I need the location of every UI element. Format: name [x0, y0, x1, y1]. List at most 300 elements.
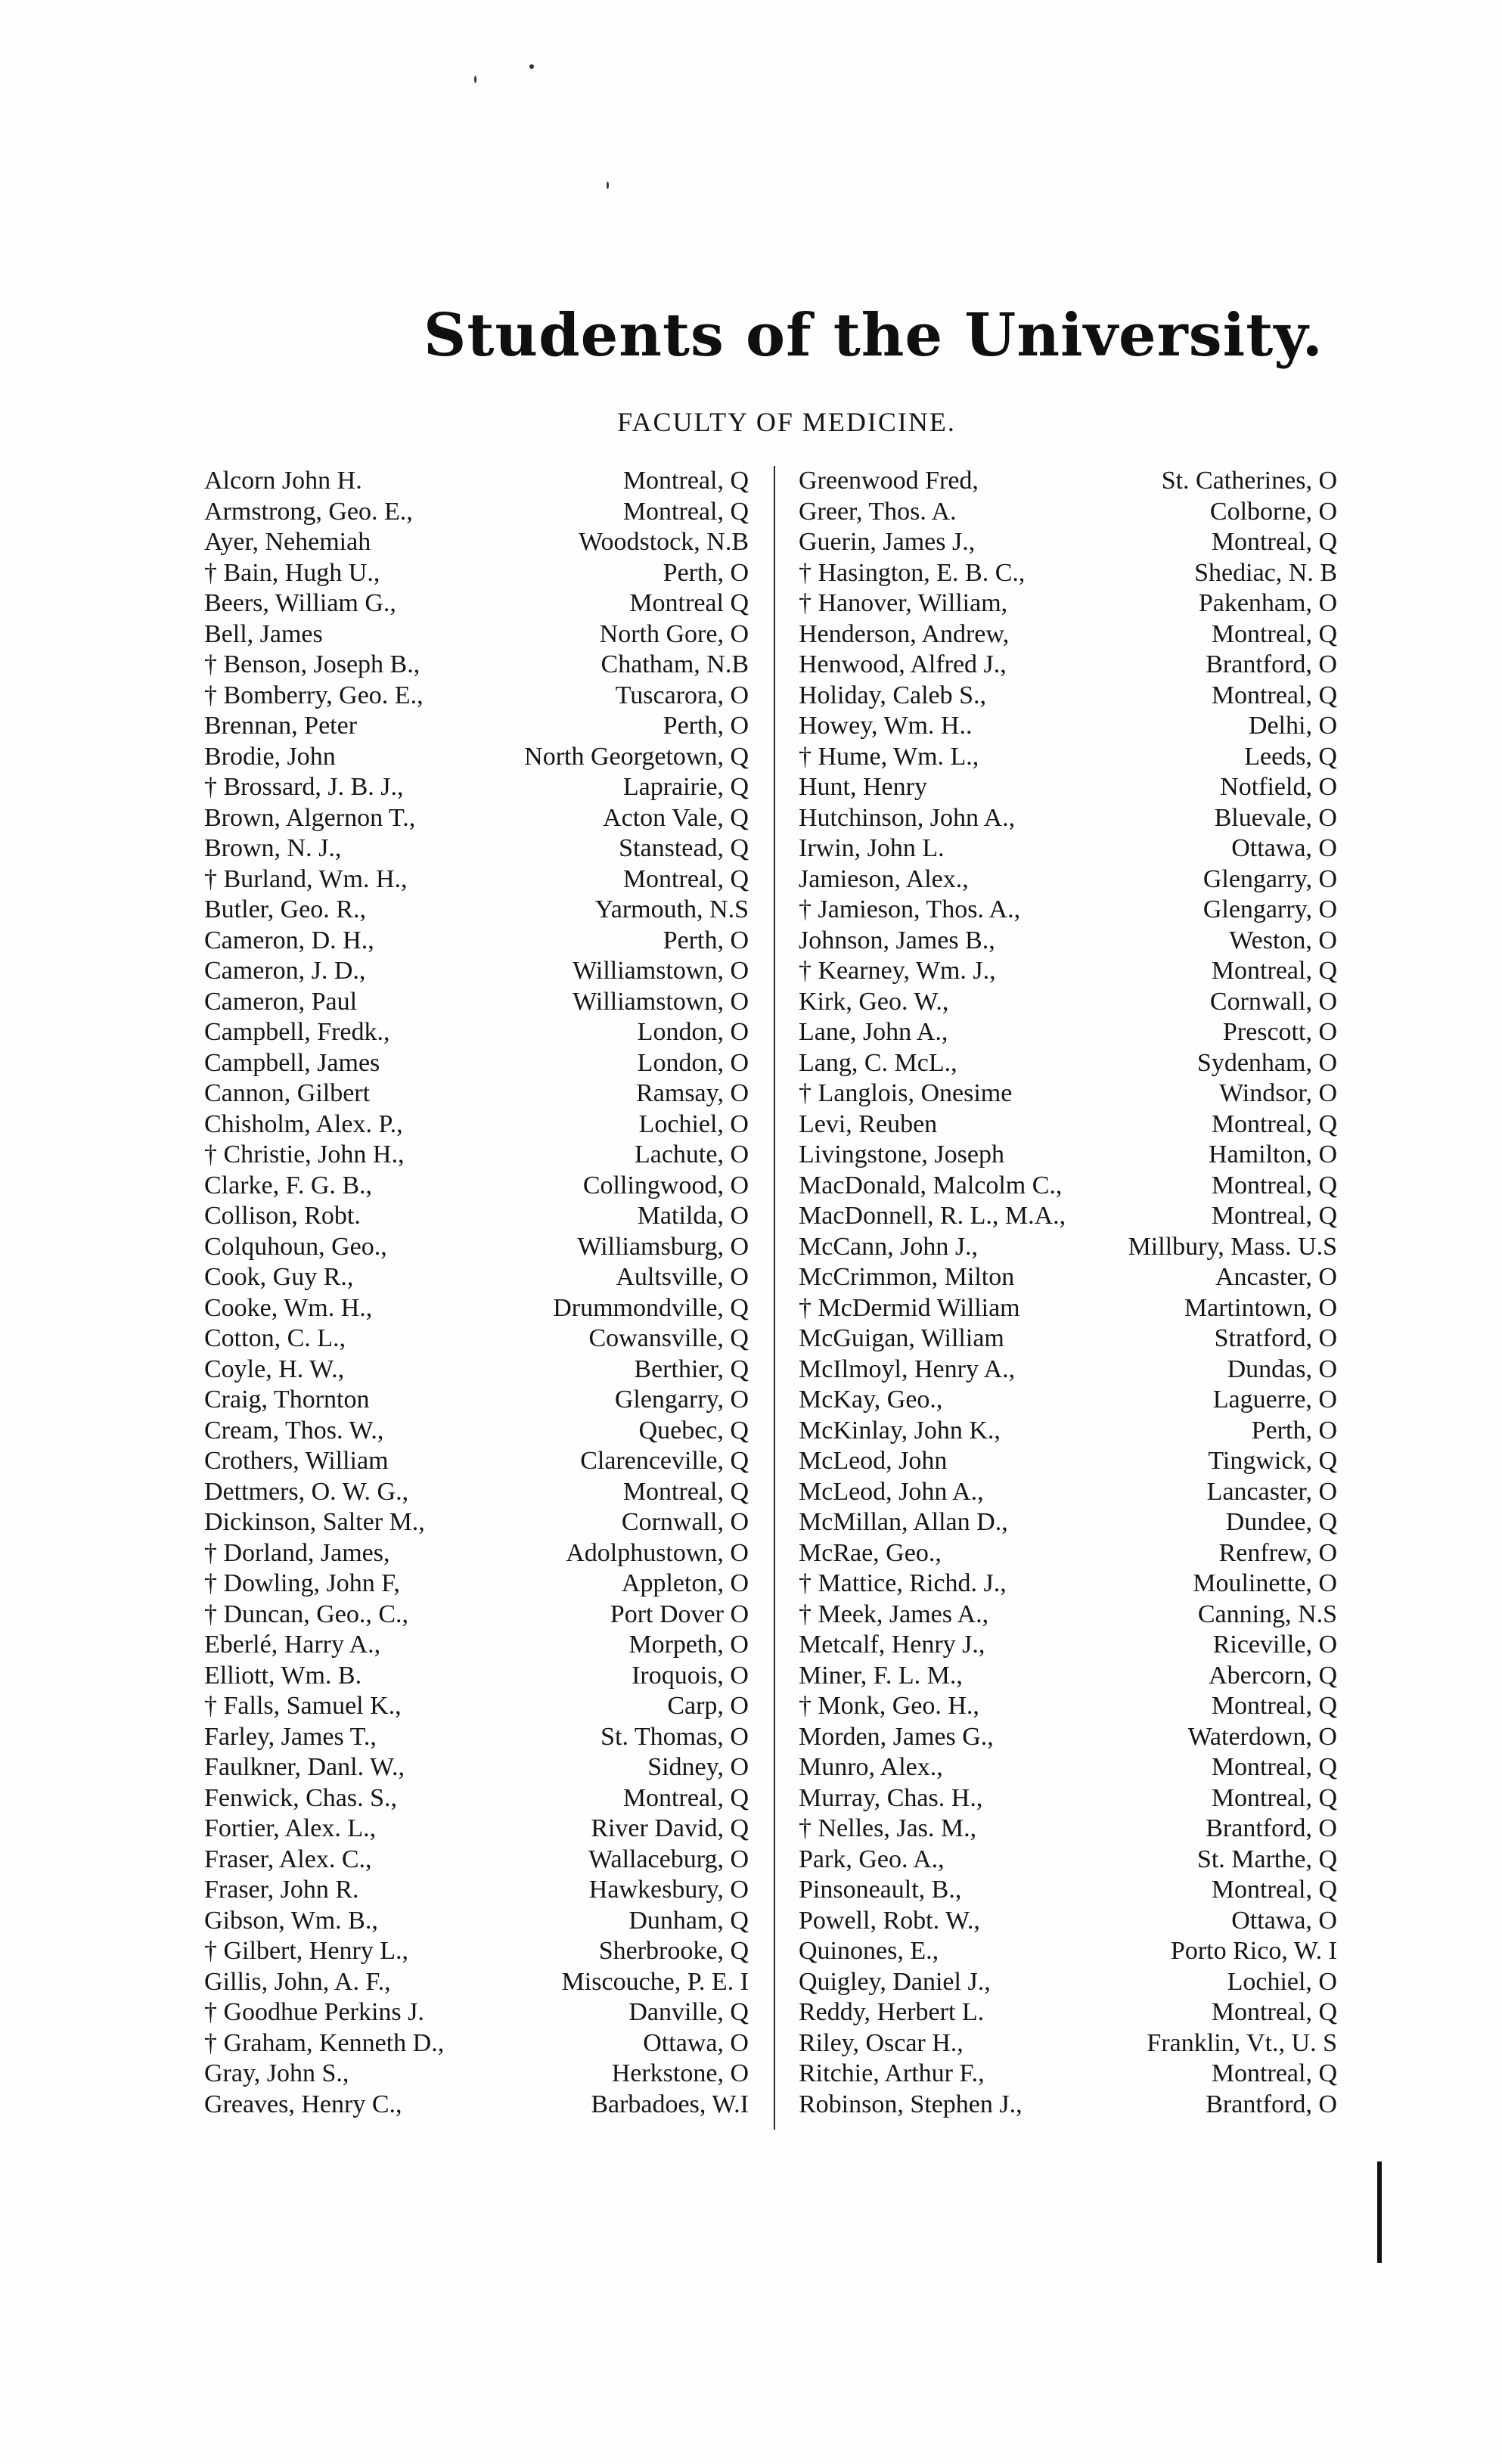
student-name: Cameron, J. D., — [204, 957, 366, 985]
student-hometown: Stanstead, Q — [619, 834, 749, 862]
student-name: Henwood, Alfred J., — [799, 650, 1007, 678]
student-hometown: Cornwall, O — [1209, 987, 1337, 1016]
student-name: Powell, Robt. W., — [799, 1906, 980, 1935]
student-name: Crothers, William — [204, 1447, 389, 1475]
faculty-heading: FACULTY OF MEDICINE. — [617, 407, 956, 437]
student-name: † Nelles, Jas. M., — [799, 1814, 977, 1842]
student-hometown: Clarenceville, Q — [580, 1447, 749, 1475]
student-name: Johnson, James B., — [799, 926, 995, 954]
student-entry — [799, 1078, 1337, 1109]
student-hometown: Hamilton, O — [1209, 1140, 1337, 1168]
student-hometown: Acton Vale, Q — [603, 803, 749, 832]
student-hometown: Montreal, Q — [622, 864, 749, 893]
student-name: Holiday, Caleb S., — [799, 681, 987, 709]
student-entry — [799, 833, 1337, 864]
student-hometown: Glengarry, O — [1203, 895, 1337, 923]
student-entry — [204, 1967, 749, 1998]
student-hometown: Stratford, O — [1214, 1324, 1337, 1352]
student-name: Gibson, Wm. B., — [204, 1906, 378, 1935]
student-name: McCrimmon, Milton — [799, 1263, 1015, 1291]
student-hometown: Matilda, O — [637, 1202, 749, 1230]
student-entry — [204, 1446, 749, 1477]
student-hometown: Barbadoes, W.I — [591, 2090, 749, 2118]
student-name: † Hanover, William, — [799, 589, 1008, 617]
student-hometown: Sydenham, O — [1196, 1048, 1337, 1077]
student-entry — [204, 1293, 749, 1324]
student-name: Beers, William G., — [204, 589, 396, 617]
student-hometown: Bluevale, O — [1214, 803, 1337, 832]
student-hometown: Montreal, Q — [622, 497, 749, 526]
student-name: Elliott, Wm. B. — [204, 1661, 362, 1690]
student-name: † Bomberry, Geo. E., — [204, 681, 424, 709]
student-name: Butler, Geo. R., — [204, 895, 366, 923]
student-entry — [799, 650, 1337, 681]
student-name: † Bain, Hugh U., — [204, 558, 380, 587]
student-entry — [799, 466, 1337, 497]
student-hometown: Appleton, O — [621, 1569, 749, 1597]
student-entry — [204, 1201, 749, 1232]
student-hometown: Waterdown, O — [1187, 1722, 1337, 1751]
student-name: † Kearney, Wm. J., — [799, 957, 996, 985]
student-entry — [799, 1691, 1337, 1722]
student-entry — [799, 711, 1337, 742]
student-name: † Brossard, J. B. J., — [204, 773, 404, 801]
student-name: Campbell, Fredk., — [204, 1018, 390, 1046]
student-name: Cameron, D. H., — [204, 926, 374, 954]
student-hometown: Abercorn, Q — [1209, 1661, 1337, 1690]
student-name: McGuigan, William — [799, 1324, 1004, 1352]
student-name: Lane, John A., — [799, 1018, 948, 1046]
student-hometown: Ramsay, O — [636, 1079, 749, 1107]
student-name: Kirk, Geo. W., — [799, 987, 949, 1016]
student-hometown: Sherbrooke, Q — [598, 1937, 749, 1965]
student-hometown: Lochiel, O — [1227, 1967, 1337, 1996]
student-entry — [204, 895, 749, 926]
student-hometown: London, O — [637, 1018, 749, 1046]
student-hometown: Yarmouth, N.S — [594, 895, 749, 923]
student-name: Howey, Wm. H.. — [799, 712, 973, 740]
student-name: Morden, James G., — [799, 1722, 994, 1751]
student-entry — [799, 803, 1337, 834]
student-entry — [204, 1078, 749, 1109]
student-hometown: Quebec, Q — [638, 1416, 749, 1445]
student-hometown: North Gore, O — [599, 619, 749, 648]
student-name: Ritchie, Arthur F., — [799, 2059, 985, 2087]
student-entry — [204, 1875, 749, 1906]
student-entry — [799, 1385, 1337, 1416]
student-name: Chisholm, Alex. P., — [204, 1109, 403, 1138]
student-entry — [799, 1171, 1337, 1202]
student-hometown: Cornwall, O — [621, 1508, 749, 1536]
student-name: Hutchinson, John A., — [799, 803, 1016, 832]
student-name: Cream, Thos. W., — [204, 1416, 384, 1445]
student-entry — [204, 1569, 749, 1600]
student-name: Munro, Alex., — [799, 1753, 943, 1781]
student-hometown: Colborne, O — [1209, 497, 1337, 526]
student-hometown: Laguerre, O — [1212, 1386, 1337, 1414]
student-name: Colquhoun, Geo., — [204, 1232, 387, 1261]
student-hometown: Sidney, O — [647, 1753, 749, 1781]
student-hometown: Montreal Q — [629, 589, 749, 617]
student-entry — [204, 1507, 749, 1538]
student-hometown: Collingwood, O — [582, 1171, 749, 1199]
student-entry — [799, 2090, 1337, 2121]
student-entry — [799, 1324, 1337, 1355]
student-name: McLeod, John — [799, 1447, 948, 1475]
student-name: McRae, Geo., — [799, 1538, 942, 1567]
student-hometown: St. Thomas, O — [600, 1722, 749, 1751]
student-name: † Christie, John H., — [204, 1140, 405, 1168]
student-hometown: Drummondville, Q — [553, 1293, 749, 1322]
student-entry — [204, 1752, 749, 1783]
student-name: † Burland, Wm. H., — [204, 864, 408, 893]
ink-speck — [474, 76, 476, 83]
student-entry — [799, 527, 1337, 558]
student-entry — [204, 2059, 749, 2090]
margin-rule — [1377, 2161, 1382, 2263]
student-entry — [204, 956, 749, 987]
student-hometown: Lochiel, O — [638, 1109, 749, 1138]
student-entry — [204, 1661, 749, 1692]
student-entry — [799, 588, 1337, 619]
student-entry — [204, 2028, 749, 2059]
student-entry — [799, 1600, 1337, 1631]
student-name: † Jamieson, Thos. A., — [799, 895, 1021, 923]
student-entry — [204, 1783, 749, 1814]
student-hometown: Port Dover O — [610, 1600, 749, 1628]
student-hometown: Notfield, O — [1220, 773, 1337, 801]
student-name: Levi, Reuben — [799, 1109, 938, 1138]
student-entry — [204, 833, 749, 864]
student-entry — [799, 681, 1337, 712]
student-entry — [204, 803, 749, 834]
student-hometown: Riceville, O — [1212, 1631, 1337, 1659]
student-entry — [799, 1293, 1337, 1324]
left-student-column — [204, 466, 749, 2120]
student-entry — [204, 1630, 749, 1661]
student-name: † Monk, Geo. H., — [799, 1692, 979, 1720]
student-entry — [799, 1355, 1337, 1386]
student-hometown: Millbury, Mass. U.S — [1128, 1232, 1337, 1261]
student-name: Fraser, Alex. C., — [204, 1845, 372, 1873]
student-hometown: North Georgetown, Q — [524, 742, 749, 771]
student-entry — [204, 681, 749, 712]
student-hometown: River David, Q — [591, 1814, 749, 1842]
student-hometown: Cowansville, Q — [588, 1324, 749, 1352]
student-name: Clarke, F. G. B., — [204, 1171, 373, 1199]
student-hometown: Williamsburg, O — [577, 1232, 749, 1261]
student-hometown: Ottawa, O — [643, 2028, 749, 2057]
student-entry — [204, 1477, 749, 1508]
student-hometown: Perth, O — [663, 926, 749, 954]
student-name: Irwin, John L. — [799, 834, 945, 862]
student-hometown: Tingwick, Q — [1208, 1447, 1337, 1475]
student-name: Alcorn John H. — [204, 467, 362, 495]
student-entry — [799, 864, 1337, 895]
student-name: Livingstone, Joseph — [799, 1140, 1004, 1168]
student-name: Fortier, Alex. L., — [204, 1814, 377, 1842]
student-hometown: Lancaster, O — [1206, 1477, 1337, 1506]
student-hometown: Montreal, Q — [1211, 1876, 1337, 1904]
student-name: † Graham, Kenneth D., — [204, 2028, 445, 2057]
student-entry — [204, 926, 749, 957]
student-hometown: Montreal, Q — [1211, 957, 1337, 985]
student-hometown: Montreal, Q — [622, 467, 749, 495]
student-entry — [204, 1691, 749, 1722]
student-entry — [204, 1385, 749, 1416]
student-name: † Hume, Wm. L., — [799, 742, 979, 771]
student-hometown: Hawkesbury, O — [588, 1876, 749, 1904]
student-name: Murray, Chas. H., — [799, 1783, 983, 1812]
student-hometown: Laprairie, Q — [622, 773, 749, 801]
student-entry — [204, 864, 749, 895]
student-name: Greenwood Fred, — [799, 467, 979, 495]
student-hometown: Adolphustown, O — [566, 1538, 749, 1567]
ink-speck — [529, 64, 534, 69]
student-name: † Dowling, John F, — [204, 1569, 400, 1597]
student-entry — [799, 926, 1337, 957]
student-name: Reddy, Herbert L. — [799, 1998, 985, 2026]
student-name: Fenwick, Chas. S., — [204, 1783, 397, 1812]
student-name: Metcalf, Henry J., — [799, 1631, 985, 1659]
student-entry — [799, 772, 1337, 803]
student-entry — [799, 1262, 1337, 1293]
student-entry — [799, 1875, 1337, 1906]
student-hometown: Montreal, Q — [1211, 2059, 1337, 2087]
student-name: Faulkner, Danl. W., — [204, 1753, 405, 1781]
student-hometown: Montreal, Q — [1211, 681, 1337, 709]
student-hometown: Perth, O — [663, 558, 749, 587]
student-entry — [204, 1140, 749, 1171]
student-entry — [204, 1538, 749, 1569]
student-hometown: Montreal, Q — [1211, 528, 1337, 556]
student-name: Greaves, Henry C., — [204, 2090, 402, 2118]
student-hometown: Delhi, O — [1248, 712, 1337, 740]
student-name: McCann, John J., — [799, 1232, 979, 1261]
student-entry — [799, 1477, 1337, 1508]
student-name: MacDonald, Malcolm C., — [799, 1171, 1063, 1199]
student-entry — [204, 1814, 749, 1845]
student-entry — [204, 650, 749, 681]
student-name: † Dorland, James, — [204, 1538, 390, 1567]
student-hometown: Woodstock, N.B — [579, 528, 749, 556]
student-hometown: St. Catherines, O — [1161, 467, 1337, 495]
student-entry — [799, 1416, 1337, 1447]
student-hometown: Montreal, Q — [1211, 1783, 1337, 1812]
student-name: Craig, Thornton — [204, 1386, 370, 1414]
student-hometown: Montreal, Q — [622, 1477, 749, 1506]
student-name: † Benson, Joseph B., — [204, 650, 420, 678]
student-entry — [799, 1446, 1337, 1477]
student-hometown: Dundee, Q — [1225, 1508, 1337, 1536]
student-name: Collison, Robt. — [204, 1202, 361, 1230]
student-name: Miner, F. L. M., — [799, 1661, 963, 1690]
student-entry — [204, 1936, 749, 1967]
student-hometown: Prescott, O — [1222, 1018, 1337, 1046]
student-entry — [204, 1906, 749, 1937]
student-entry — [204, 1845, 749, 1876]
student-hometown: London, O — [637, 1048, 749, 1077]
student-hometown: Herkstone, O — [611, 2059, 749, 2087]
student-name: Cooke, Wm. H., — [204, 1293, 373, 1322]
student-name: McIlmoyl, Henry A., — [799, 1355, 1016, 1383]
student-entry — [204, 742, 749, 773]
student-entry — [799, 1630, 1337, 1661]
student-entry — [204, 1262, 749, 1293]
student-entry — [799, 1140, 1337, 1171]
student-name: Armstrong, Geo. E., — [204, 497, 413, 526]
student-hometown: Brantford, O — [1206, 650, 1337, 678]
student-hometown: Miscouche, P. E. I — [561, 1967, 749, 1996]
student-entry — [204, 1017, 749, 1048]
student-name: Cook, Guy R., — [204, 1263, 354, 1291]
student-entry — [204, 588, 749, 619]
student-hometown: Ottawa, O — [1231, 1906, 1337, 1935]
student-hometown: Montreal, Q — [1211, 1202, 1337, 1230]
student-hometown: Montreal, Q — [1211, 1753, 1337, 1781]
student-name: Dettmers, O. W. G., — [204, 1477, 409, 1506]
student-name: Cannon, Gilbert — [204, 1079, 371, 1107]
student-entry — [204, 987, 749, 1018]
student-entry — [204, 527, 749, 558]
student-name: † Mattice, Richd. J., — [799, 1569, 1007, 1597]
student-hometown: Aultsville, O — [616, 1263, 749, 1291]
student-hometown: Tuscarora, O — [615, 681, 749, 709]
student-entry — [204, 1324, 749, 1355]
student-hometown: Renfrew, O — [1218, 1538, 1337, 1567]
student-name: Brown, N. J., — [204, 834, 342, 862]
student-hometown: Perth, O — [1251, 1416, 1337, 1445]
student-name: Greer, Thos. A. — [799, 497, 957, 526]
student-name: Park, Geo. A., — [799, 1845, 945, 1873]
student-hometown: Shediac, N. B — [1194, 558, 1337, 587]
student-entry — [799, 1661, 1337, 1692]
student-entry — [799, 558, 1337, 589]
student-entry — [799, 1845, 1337, 1876]
student-name: Cotton, C. L., — [204, 1324, 346, 1352]
student-entry — [799, 895, 1337, 926]
student-name: Lang, C. McL., — [799, 1048, 957, 1077]
student-name: Brennan, Peter — [204, 712, 358, 740]
student-name: Brown, Algernon T., — [204, 803, 416, 832]
student-hometown: Dundas, O — [1227, 1355, 1337, 1383]
student-entry — [799, 1722, 1337, 1753]
ink-speck — [607, 182, 609, 189]
student-name: McKinlay, John K., — [799, 1416, 1001, 1445]
student-entry — [204, 558, 749, 589]
student-hometown: Weston, O — [1229, 926, 1337, 954]
student-hometown: Montreal, Q — [1211, 1109, 1337, 1138]
student-entry — [799, 1109, 1337, 1140]
student-hometown: Porto Rico, W. I — [1170, 1937, 1337, 1965]
student-entry — [204, 711, 749, 742]
student-entry — [204, 1109, 749, 1140]
student-entry — [204, 1722, 749, 1753]
student-name: Brodie, John — [204, 742, 336, 771]
student-hometown: Windsor, O — [1219, 1079, 1337, 1107]
student-entry — [204, 772, 749, 803]
student-name: Gillis, John, A. F., — [204, 1967, 391, 1996]
student-entry — [799, 619, 1337, 650]
student-entry — [799, 2059, 1337, 2090]
student-name: Bell, James — [204, 619, 323, 648]
student-hometown: Berthier, Q — [634, 1355, 749, 1383]
student-hometown: Montreal, Q — [1211, 1998, 1337, 2026]
student-name: McLeod, John A., — [799, 1477, 984, 1506]
student-name: Quigley, Daniel J., — [799, 1967, 991, 1996]
student-hometown: Martintown, O — [1184, 1293, 1337, 1322]
student-hometown: Ancaster, O — [1215, 1263, 1337, 1291]
student-name: † McDermid William — [799, 1293, 1020, 1322]
student-name: Dickinson, Salter M., — [204, 1508, 425, 1536]
student-hometown: Leeds, Q — [1244, 742, 1337, 771]
student-name: Quinones, E., — [799, 1937, 939, 1965]
student-hometown: Wallaceburg, O — [588, 1845, 749, 1873]
student-hometown: Moulinette, O — [1193, 1569, 1337, 1597]
student-entry — [204, 619, 749, 650]
student-name: Pinsoneault, B., — [799, 1876, 962, 1904]
student-entry — [799, 1967, 1337, 1998]
student-hometown: Morpeth, O — [628, 1631, 749, 1659]
student-hometown: Montreal, Q — [622, 1783, 749, 1812]
student-entry — [204, 1232, 749, 1263]
student-entry — [799, 1814, 1337, 1845]
student-entry — [204, 1048, 749, 1079]
student-entry — [799, 2028, 1337, 2059]
student-hometown: Perth, O — [663, 712, 749, 740]
student-hometown: Montreal, Q — [1211, 619, 1337, 648]
student-entry — [204, 1355, 749, 1386]
student-name: McMillan, Allan D., — [799, 1508, 1008, 1536]
student-hometown: Glengarry, O — [614, 1386, 749, 1414]
student-hometown: Chatham, N.B — [600, 650, 749, 678]
student-name: † Meek, James A., — [799, 1600, 989, 1628]
student-entry — [799, 987, 1337, 1018]
student-name: † Goodhue Perkins J. — [204, 1998, 424, 2026]
student-name: † Falls, Samuel K., — [204, 1692, 402, 1720]
student-name: † Gilbert, Henry L., — [204, 1937, 409, 1965]
right-student-column — [799, 466, 1337, 2120]
student-entry — [799, 956, 1337, 987]
page-title: Students of the University. — [424, 301, 1324, 370]
student-entry — [204, 2090, 749, 2121]
student-hometown: Franklin, Vt., U. S — [1147, 2028, 1337, 2057]
student-hometown: Carp, O — [667, 1692, 749, 1720]
student-name: † Langlois, Onesime — [799, 1079, 1013, 1107]
student-name: Hunt, Henry — [799, 773, 927, 801]
student-entry — [799, 1048, 1337, 1079]
student-name: MacDonnell, R. L., M.A., — [799, 1202, 1066, 1230]
student-entry — [799, 1569, 1337, 1600]
student-name: Farley, James T., — [204, 1722, 377, 1751]
student-name: Riley, Oscar H., — [799, 2028, 964, 2057]
student-name: † Duncan, Geo., C., — [204, 1600, 409, 1628]
student-hometown: Brantford, O — [1206, 1814, 1337, 1842]
student-entry — [799, 1017, 1337, 1048]
student-hometown: Danville, Q — [628, 1998, 749, 2026]
column-divider — [774, 466, 775, 2130]
student-hometown: Lachute, O — [634, 1140, 749, 1168]
student-name: Henderson, Andrew, — [799, 619, 1010, 648]
student-name: Ayer, Nehemiah — [204, 528, 371, 556]
student-entry — [799, 497, 1337, 528]
student-hometown: Ottawa, O — [1231, 834, 1337, 862]
student-hometown: Brantford, O — [1206, 2090, 1337, 2118]
student-entry — [204, 1171, 749, 1202]
student-entry — [799, 1232, 1337, 1263]
student-entry — [204, 497, 749, 528]
student-name: Robinson, Stephen J., — [799, 2090, 1023, 2118]
